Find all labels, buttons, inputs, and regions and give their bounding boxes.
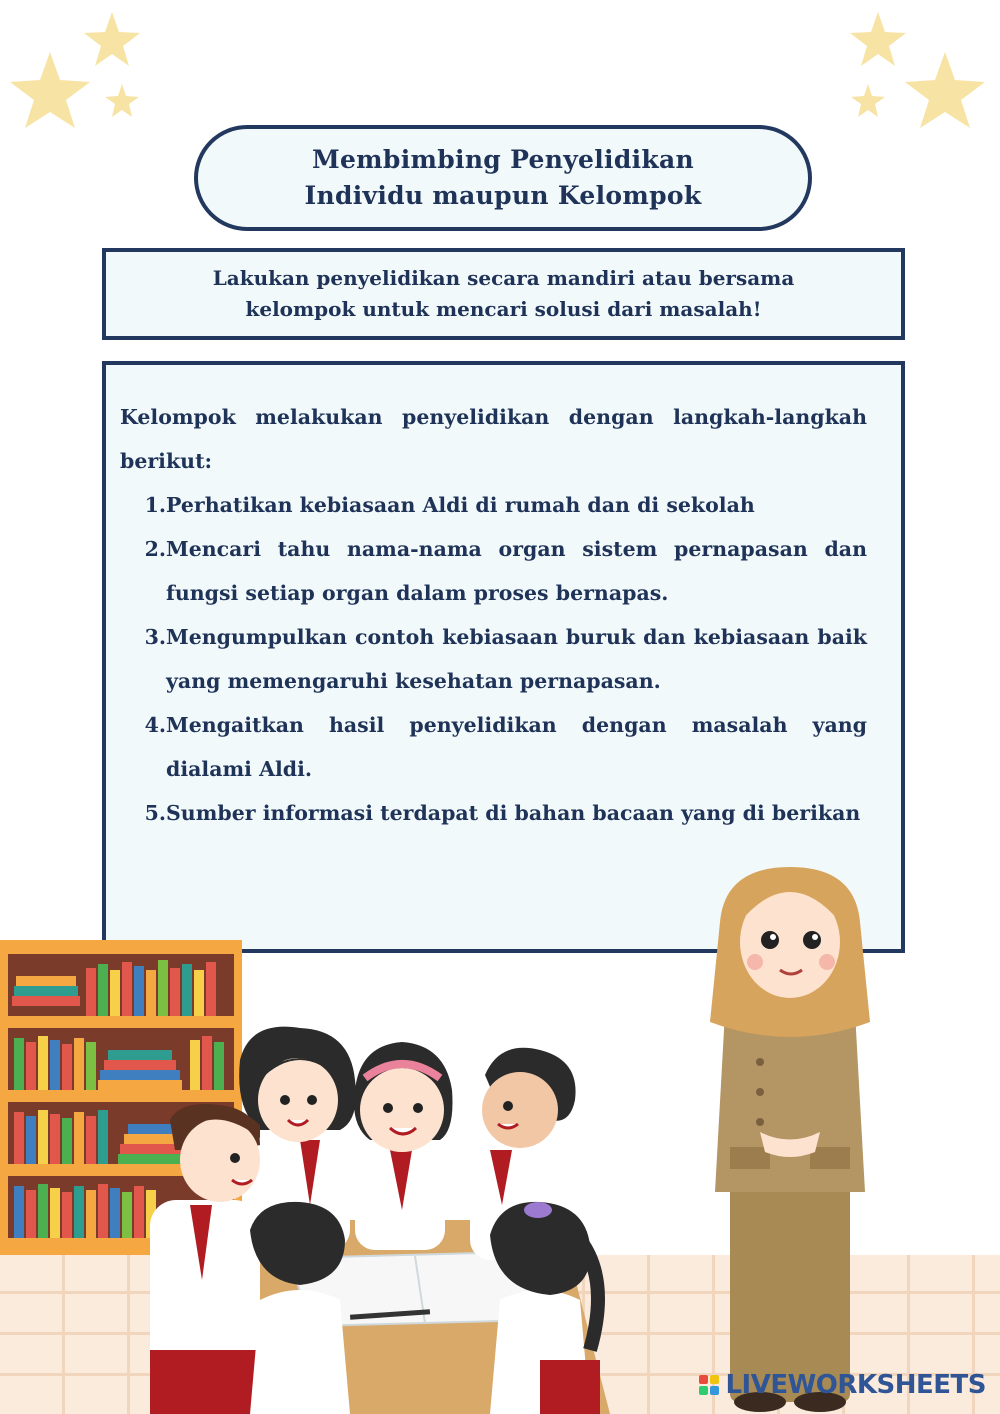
list-item (120, 791, 867, 835)
step-number: 4. (144, 713, 166, 737)
stars-right (820, 0, 1000, 150)
list-item (120, 483, 867, 527)
star-icon (10, 52, 90, 128)
watermark-text: LIVEWORKSHEETS (725, 1370, 986, 1400)
step-number: 5. (144, 801, 166, 825)
instruction-line-1: Lakukan penyelidikan secara mandiri atau bersama (212, 266, 795, 290)
step-number: 1. (144, 493, 166, 517)
list-item (120, 527, 867, 615)
teacher (700, 862, 880, 1414)
star-icon (850, 12, 906, 66)
title-line-2: Individu maupun Kelompok (304, 181, 702, 210)
step-text: Mengumpulkan contoh kebiasaan buruk dan kebiasaan baik yang memengaruhi kesehatan pernapasan. (166, 625, 867, 693)
liveworksheets-logo-icon (699, 1375, 719, 1395)
step-number: 2. (144, 537, 166, 561)
star-icon (105, 84, 139, 117)
step-text: Mencari tahu nama-nama organ sistem pernapasan dan fungsi setiap organ dalam proses bernapas. (166, 537, 867, 605)
star-icon (851, 84, 885, 117)
step-text: Sumber informasi terdapat di bahan bacaan yang di berikan (166, 801, 861, 825)
page-title (194, 125, 812, 231)
list-item (120, 703, 867, 791)
star-icon (84, 12, 140, 66)
step-text: Perhatikan kebiasaan Aldi di rumah dan di sekolah (166, 493, 755, 517)
title-line-1: Membimbing Penyelidikan (311, 145, 694, 174)
instruction-box (102, 248, 905, 340)
step-text: Mengaitkan hasil penyelidikan dengan masalah yang dialami Aldi. (166, 713, 867, 781)
star-icon (905, 52, 985, 128)
steps-list (120, 483, 867, 835)
liveworksheets-watermark (699, 1370, 986, 1400)
stars-left (0, 0, 180, 150)
students-group (140, 1020, 680, 1414)
list-item (120, 615, 867, 703)
steps-intro: Kelompok melakukan penyelidikan dengan langkah-langkah berikut: (120, 405, 867, 473)
step-number: 3. (144, 625, 166, 649)
instruction-line-2: kelompok untuk mencari solusi dari masalah! (245, 297, 762, 321)
